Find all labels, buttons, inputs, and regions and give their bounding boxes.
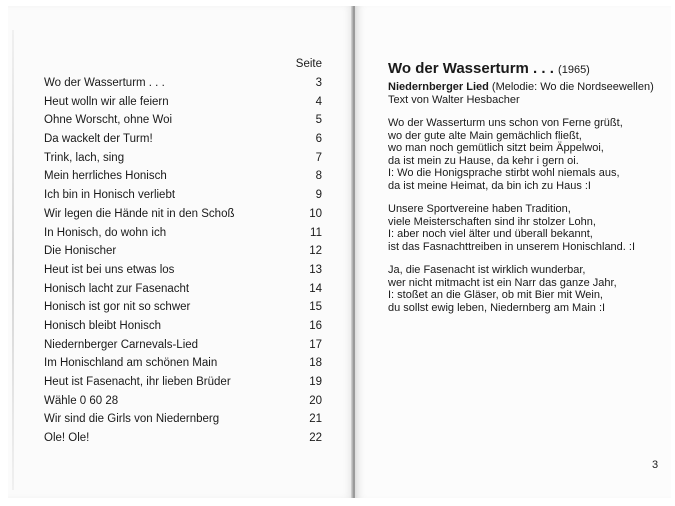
- lyric-line: I: Wo die Honigsprache stirbt wohl niemals aus,: [388, 167, 620, 179]
- toc-item-title: Ole! Ole!: [44, 432, 90, 445]
- toc-item: [44, 130, 324, 149]
- toc-item-title: Niedernberger Carnevals-Lied: [44, 338, 199, 351]
- toc-item-title: Honisch bleibt Honisch: [44, 319, 161, 332]
- song-title-line: [388, 60, 663, 79]
- toc-item-page: 9: [315, 189, 322, 202]
- song-year: (1965): [558, 64, 590, 76]
- toc-item-page: 8: [315, 170, 322, 183]
- lyric-line: da ist mein zu Hause, da kehr i gern oi.: [388, 154, 579, 167]
- toc-page-header: Seite: [295, 58, 322, 70]
- toc-item-page: 4: [315, 95, 322, 108]
- song-author: Text von Walter Hesbacher: [388, 93, 520, 106]
- stanza: [388, 203, 663, 253]
- song-lyrics: [388, 117, 663, 314]
- toc-item: [44, 149, 324, 168]
- toc-item: [44, 224, 324, 243]
- toc-item: [44, 336, 324, 355]
- toc-item: [44, 373, 324, 392]
- song-title: Wo der Wasserturm . . .: [388, 60, 554, 77]
- lyric-line: wo der gute alte Main gemächlich fließt,: [388, 129, 582, 142]
- toc-item-page: 17: [309, 338, 322, 351]
- toc-item: [44, 111, 324, 130]
- page-edge: [12, 30, 14, 490]
- toc-item: [44, 429, 324, 448]
- toc-item: [44, 392, 324, 411]
- toc-item: [44, 410, 324, 429]
- lyric-line: viele Meisterschaften sind ihr stolzer Lohn,: [388, 215, 596, 228]
- toc-item: [44, 261, 324, 280]
- toc-item: [44, 242, 324, 261]
- toc-item-title: Da wackelt der Turm!: [44, 133, 153, 146]
- lyric-line: wo man noch gemütlich sitzt beim Äppelwoi,: [388, 142, 604, 154]
- toc-item-title: Heut ist Fasenacht, ihr lieben Brüder: [44, 376, 231, 388]
- lyric-line: wer nicht mitmacht ist ein Narr das ganze Jahr,: [388, 276, 617, 289]
- toc-item: [44, 186, 324, 205]
- toc-item-page: 14: [309, 282, 322, 295]
- song-subtitle-bold: Niedernberger Lied: [388, 81, 489, 93]
- toc-item-page: 13: [309, 263, 322, 276]
- lyric-line: da ist meine Heimat, da bin ich zu Haus :I: [388, 179, 591, 192]
- toc-item-title: Heut ist bei uns etwas los: [44, 263, 175, 276]
- toc-item-title: In Honisch, do wohn ich: [44, 226, 167, 239]
- toc-item-page: 19: [309, 376, 322, 388]
- lyric-line: Unsere Sportvereine haben Tradition,: [388, 203, 571, 215]
- toc-item-title: Wir legen die Hände nit in den Schoß: [44, 207, 235, 220]
- toc-item: [44, 354, 324, 373]
- toc-item-title: Honisch ist gor nit so schwer: [44, 301, 191, 314]
- toc-item: [44, 280, 324, 299]
- toc-item-page: 12: [309, 245, 322, 258]
- toc-item-page: 22: [309, 432, 322, 445]
- table-of-contents: [44, 58, 324, 448]
- toc-item-page: 16: [309, 319, 322, 332]
- toc-item-title: Im Honischland am schönen Main: [44, 357, 218, 370]
- lyric-line: Ja, die Fasenacht ist wirklich wunderbar,: [388, 264, 586, 276]
- toc-list: [44, 74, 324, 448]
- lyric-line: ist das Fasnachttreiben in unserem Honischland. :I: [388, 240, 636, 253]
- toc-item: [44, 167, 324, 186]
- stanza: [388, 264, 663, 314]
- toc-item-title: Wir sind die Girls von Niedernberg: [44, 413, 220, 426]
- toc-item-title: Honisch lacht zur Fasenacht: [44, 282, 190, 295]
- song-subtitle: [388, 81, 663, 94]
- toc-item: [44, 298, 324, 317]
- toc-item-page: 5: [315, 114, 322, 127]
- toc-item-page: 3: [315, 77, 322, 89]
- song-subtitle-melody: (Melodie: Wo die Nordseewellen): [488, 81, 654, 93]
- toc-item-page: 6: [315, 133, 322, 146]
- toc-item-page: 21: [309, 413, 322, 426]
- page-number: 3: [652, 459, 659, 471]
- toc-item: [44, 205, 324, 224]
- toc-item: [44, 74, 324, 93]
- toc-item-title: Die Honischer: [44, 245, 117, 258]
- toc-item: [44, 317, 324, 336]
- toc-item-page: 20: [309, 394, 322, 407]
- lyric-line: Wo der Wasserturm uns schon von Ferne grüßt,: [388, 117, 623, 129]
- lyric-line: du sollst ewig leben, Niedernberg am Main :I: [388, 301, 606, 314]
- toc-item-page: 7: [315, 151, 322, 164]
- toc-item-title: Heut wolln wir alle feiern: [44, 95, 169, 108]
- toc-item-page: 15: [309, 301, 322, 314]
- toc-item-page: 10: [309, 207, 322, 220]
- toc-item-page: 18: [309, 357, 322, 370]
- stanza: [388, 117, 663, 192]
- toc-item-title: Ich bin in Honisch verliebt: [44, 189, 176, 202]
- toc-item-title: Wähle 0 60 28: [44, 394, 119, 407]
- lyric-line: I: aber noch viel älter und überall bekannt,: [388, 228, 593, 240]
- toc-item-title: Mein herrliches Honisch: [44, 170, 167, 183]
- toc-item-title: Wo der Wasserturm . . .: [44, 77, 165, 89]
- toc-item-title: Ohne Worscht, ohne Woi: [44, 114, 173, 127]
- lyric-line: I: stoßet an die Gläser, ob mit Bier mit Wein,: [388, 289, 603, 301]
- toc-item-page: 11: [310, 226, 322, 239]
- toc-item-title: Trink, lach, sing: [44, 151, 125, 164]
- song-block: [388, 60, 663, 314]
- toc-item: [44, 93, 324, 112]
